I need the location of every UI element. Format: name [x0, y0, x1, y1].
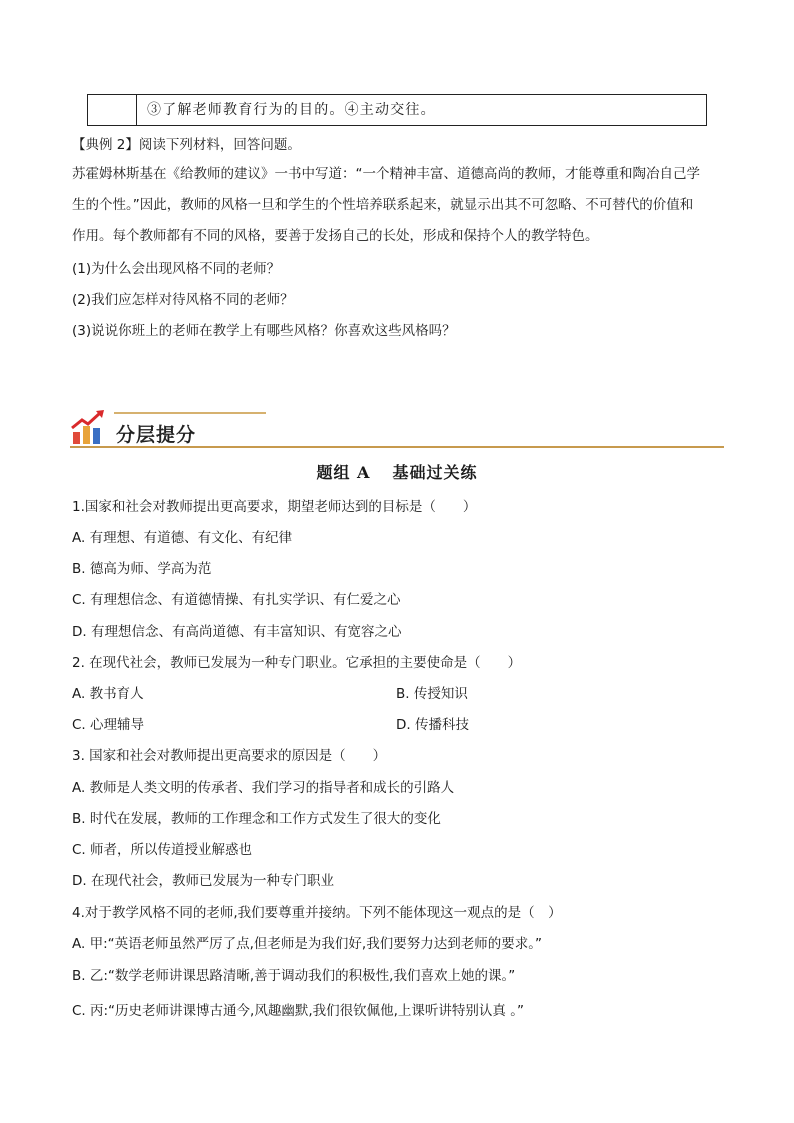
- answer-option: C. 心理辅导: [72, 717, 145, 733]
- answer-option: D. 传播科技: [396, 717, 469, 733]
- example-paragraph: [72, 159, 724, 252]
- answer-option: C. 师者，所以传道授业解惑也: [72, 842, 253, 858]
- group-title-name: 基础过关练: [392, 463, 478, 482]
- example-question: (1)为什么会出现风格不同的老师？: [72, 261, 281, 277]
- answer-option: B. 乙:“数学老师讲课思路清晰,善于调动我们的积极性,我们喜欢上她的课。”: [72, 968, 516, 984]
- answer-option: C. 丙:“历史老师讲课博古通今,风趣幽默,我们很钦佩他,上课听讲特别认真 。”: [72, 1003, 524, 1019]
- example-question: (3)说说你班上的老师在教学上有哪些风格？你喜欢这些风格吗？: [72, 323, 456, 339]
- answer-option: A. 教师是人类文明的传承者、我们学习的指导者和成长的引路人: [72, 780, 455, 796]
- paragraph-line: 生的个性。”因此，教师的风格一旦和学生的个性培养联系起来，就显示出其不可忽略、不可替代的价值和: [72, 197, 694, 213]
- answer-table-row: [87, 94, 707, 126]
- answer-option: B. 时代在发展，教师的工作理念和工作方式发生了很大的变化: [72, 811, 441, 827]
- section-banner: [70, 406, 724, 448]
- example-question: (2)我们应怎样对待风格不同的老师？: [72, 292, 294, 308]
- paragraph-line: 作用。每个教师都有不同的风格，要善于发扬自己的长处，形成和保持个人的教学特色。: [72, 228, 599, 244]
- answer-option: B. 传授知识: [396, 686, 468, 702]
- table-cell-text: ③了解老师教育行为的目的。④主动交往。: [147, 102, 436, 118]
- answer-option: A. 甲:“英语老师虽然严厉了点,但老师是为我们好,我们要努力达到老师的要求。”: [72, 936, 542, 952]
- bar-chart-trend-icon: [70, 408, 108, 446]
- answer-option: C. 有理想信念、有道德情操、有扎实学识、有仁爱之心: [72, 592, 401, 608]
- group-title-label: 题组 A: [316, 463, 371, 482]
- answer-option: B. 德高为师、学高为范: [72, 561, 212, 577]
- paragraph-line: 苏霍姆林斯基在《给教师的建议》一书中写道：“一个精神丰富、道德高尚的教师，才能尊重和陶冶自己学: [72, 166, 700, 182]
- question-stem: 1.国家和社会对教师提出更高要求，期望老师达到的目标是（ ）: [72, 499, 477, 515]
- group-title: [0, 460, 794, 483]
- answer-option: A. 有理想、有道德、有文化、有纪律: [72, 530, 293, 546]
- question-stem: 3. 国家和社会对教师提出更高要求的原因是（ ）: [72, 748, 387, 764]
- answer-option: D. 有理想信念、有高尚道德、有丰富知识、有宽容之心: [72, 624, 402, 640]
- banner-accent-line: [114, 412, 266, 414]
- table-cell-empty: [88, 95, 137, 125]
- section-title: 分层提分: [116, 424, 197, 446]
- question-stem: 2. 在现代社会，教师已发展为一种专门职业。它承担的主要使命是（ ）: [72, 655, 522, 671]
- answer-option: D. 在现代社会，教师已发展为一种专门职业: [72, 873, 334, 889]
- section-divider: [70, 446, 724, 448]
- answer-option: A. 教书育人: [72, 686, 144, 702]
- example-heading: 【典例 2】阅读下列材料，回答问题。: [72, 137, 301, 153]
- question-stem: 4.对于教学风格不同的老师,我们要尊重并接纳。下列不能体现这一观点的是（ ）: [72, 905, 562, 921]
